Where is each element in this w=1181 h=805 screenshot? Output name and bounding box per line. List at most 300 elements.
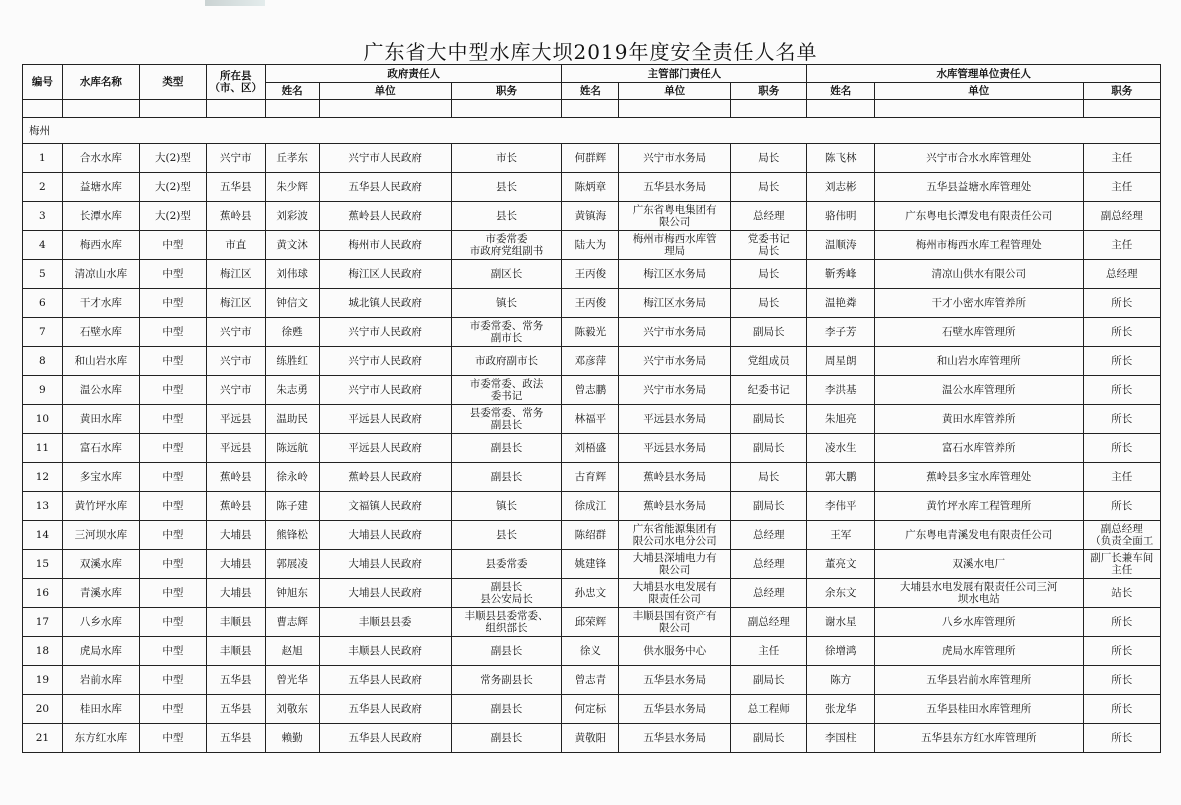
cell-mgmt-post: [1083, 144, 1160, 173]
cell-mgmt-post: [1083, 579, 1160, 608]
cell-dept-unit-text: 蕉岭县水务局: [643, 500, 707, 512]
cell-gov-post-text: 市委常委 市政府党组副书: [469, 233, 544, 257]
cell-mgmt-person-text: 李洪基: [824, 384, 857, 396]
cell-dept-unit: [619, 289, 731, 318]
cell-mgmt-person: [807, 666, 875, 695]
cell-dept-person-text: 陈毅光: [574, 326, 607, 338]
cell-mgmt-unit-text: 双溪水电厂: [952, 558, 1006, 570]
cell-gov-person-text: 温助民: [276, 413, 308, 425]
cell-dept-unit-text: 广东省粤电集团有 限公司: [632, 204, 717, 228]
table-row: [23, 260, 1161, 289]
cell-mgmt-post-text: 站长: [1111, 587, 1133, 599]
cell-dept-post: [731, 144, 807, 173]
cell-dept-post-text: 局长: [758, 181, 780, 193]
cell-dept-person: [562, 347, 619, 376]
col-mgmt-person: 姓名: [807, 83, 875, 100]
cell-county-text: 大埔县: [220, 558, 252, 570]
cell-county: [206, 521, 265, 550]
cell-type: [140, 202, 207, 231]
cell-mgmt-post-text: 总经理: [1106, 268, 1138, 280]
cell-gov-unit: [319, 463, 451, 492]
cell-mgmt-person: [807, 434, 875, 463]
cell-gov-person: [265, 231, 319, 260]
cell-gov-post-text: 县委常委: [485, 558, 528, 570]
table-row: [23, 666, 1161, 695]
cell-gov-unit: [319, 434, 451, 463]
cell-gov-person: [265, 492, 319, 521]
cell-no-text: 18: [35, 645, 50, 657]
cell-dept-post-text: 总经理: [752, 558, 785, 570]
cell-mgmt-person: [807, 260, 875, 289]
table-row: [23, 405, 1161, 434]
cell-type: [140, 492, 207, 521]
cell-dept-unit-text: 丰顺县国有资产有 限公司: [632, 610, 717, 634]
cell-mgmt-person-text: 温艳粦: [824, 297, 857, 309]
cell-type: [140, 405, 207, 434]
cell-mgmt-post-text: 主任: [1111, 239, 1133, 251]
table-row: [23, 492, 1161, 521]
cell-dept-person: [562, 434, 619, 463]
cell-no: [23, 231, 63, 260]
cell-gov-post-text: 副县长: [490, 442, 523, 454]
cell-dept-person: [562, 521, 619, 550]
cell-no-text: 6: [39, 297, 46, 309]
cell-mgmt-person-text: 余东文: [824, 587, 857, 599]
cell-gov-unit-text: 梅州市人民政府: [348, 239, 422, 251]
cell-type-text: 中型: [162, 413, 184, 425]
cell-dept-person-text: 邱荣辉: [574, 616, 607, 628]
cell-type: [140, 608, 207, 637]
col-group-government: 政府责任人: [265, 65, 562, 83]
page-title: 广东省大中型水库大坝2019年度安全责任人名单: [363, 40, 818, 64]
cell-no-text: 1: [39, 152, 46, 164]
cell-dept-unit-text: 五华县水务局: [643, 732, 707, 744]
cell-dept-unit-text: 蕉岭县水务局: [643, 471, 707, 483]
responsibility-table: [22, 64, 1161, 753]
col-type: 类型: [140, 65, 207, 100]
cell-mgmt-unit: [875, 666, 1083, 695]
cell-dept-unit: [619, 724, 731, 753]
col-dept-post: 职务: [731, 83, 807, 100]
cell-dept-person-text: 姚建锋: [574, 558, 607, 570]
cell-type-text: 大(2)型: [154, 181, 191, 193]
col-gov-post: 职务: [451, 83, 562, 100]
cell-gov-unit: [319, 318, 451, 347]
col-gov-unit: 单位: [319, 83, 451, 100]
cell-county: [206, 579, 265, 608]
cell-dept-person: [562, 724, 619, 753]
cell-gov-person: [265, 260, 319, 289]
cell-gov-person: [265, 202, 319, 231]
cell-dept-post-text: 副局长: [752, 442, 785, 454]
cell-reservoir-name: [62, 579, 139, 608]
cell-gov-person: [265, 463, 319, 492]
cell-gov-person-text: 练胜红: [276, 355, 308, 367]
cell-type: [140, 144, 207, 173]
cell-mgmt-unit-text: 清凉山供水有限公司: [931, 268, 1027, 280]
cell-mgmt-unit-text: 温公水库管理所: [942, 384, 1016, 396]
cell-gov-unit: [319, 579, 451, 608]
cell-gov-unit: [319, 492, 451, 521]
cell-county-text: 兴宁市: [220, 326, 252, 338]
cell-dept-post-text: 局长: [758, 152, 780, 164]
cell-mgmt-post-text: 副总经理 （负责全面工: [1090, 523, 1154, 547]
cell-gov-unit: [319, 637, 451, 666]
cell-no: [23, 434, 63, 463]
cell-gov-unit-text: 兴宁市人民政府: [348, 355, 422, 367]
cell-dept-unit-text: 五华县水务局: [643, 674, 707, 686]
cell-gov-unit-text: 五华县人民政府: [348, 703, 422, 715]
cell-gov-person-text: 陈远航: [276, 442, 308, 454]
cell-reservoir-name: [62, 376, 139, 405]
cell-gov-person-text: 黄文沐: [276, 239, 308, 251]
cell-reservoir-name-text: 八乡水库: [79, 616, 122, 628]
cell-mgmt-unit-text: 和山岩水库管理所: [936, 355, 1021, 367]
cell-mgmt-person-text: 陈飞林: [824, 152, 857, 164]
cell-county: [206, 463, 265, 492]
cell-county-text: 丰顺县: [220, 645, 252, 657]
cell-mgmt-post-text: 副厂长兼车间 主任: [1090, 552, 1154, 576]
cell-dept-unit-text: 大埔县深埔电力有 限公司: [632, 552, 717, 576]
cell-mgmt-unit: [875, 289, 1083, 318]
cell-county-text: 蕉岭县: [220, 210, 252, 222]
cell-type: [140, 637, 207, 666]
cell-mgmt-post-text: 所长: [1111, 326, 1133, 338]
cell-gov-post-text: 市长: [496, 152, 518, 164]
table-row: [23, 579, 1161, 608]
cell-county-text: 平远县: [220, 442, 252, 454]
region-label: 梅州: [23, 118, 1161, 144]
cell-mgmt-person: [807, 463, 875, 492]
cell-mgmt-post-text: 所长: [1111, 500, 1133, 512]
cell-type-text: 中型: [162, 732, 184, 744]
cell-mgmt-unit-text: 虎局水库管理所: [942, 645, 1016, 657]
col-dept-unit: 单位: [619, 83, 731, 100]
cell-county: [206, 376, 265, 405]
cell-dept-post-text: 副局长: [752, 413, 785, 425]
cell-gov-person-text: 赖勤: [281, 732, 303, 744]
cell-county-text: 五华县: [220, 703, 252, 715]
cell-gov-unit-text: 兴宁市人民政府: [348, 152, 422, 164]
cell-gov-person: [265, 405, 319, 434]
cell-dept-unit-text: 兴宁市水务局: [643, 326, 707, 338]
cell-gov-unit: [319, 144, 451, 173]
table-row: [23, 347, 1161, 376]
cell-dept-person-text: 何群辉: [574, 152, 607, 164]
cell-mgmt-post-text: 所长: [1111, 413, 1133, 425]
cell-gov-post: [451, 550, 562, 579]
cell-gov-unit-text: 蕉岭县人民政府: [348, 471, 422, 483]
cell-mgmt-post: [1083, 463, 1160, 492]
cell-dept-person: [562, 492, 619, 521]
cell-type: [140, 579, 207, 608]
cell-dept-post-text: 局长: [758, 268, 780, 280]
cell-type-text: 中型: [162, 297, 184, 309]
cell-gov-post-text: 县长: [496, 210, 518, 222]
cell-mgmt-post: [1083, 695, 1160, 724]
cell-mgmt-unit-text: 富石水库管养所: [942, 442, 1016, 454]
cell-dept-person: [562, 231, 619, 260]
cell-gov-person-text: 丘孝东: [276, 152, 308, 164]
cell-gov-post: [451, 463, 562, 492]
cell-mgmt-person: [807, 318, 875, 347]
cell-reservoir-name: [62, 695, 139, 724]
cell-dept-person-text: 孙忠文: [574, 587, 607, 599]
cell-no: [23, 405, 63, 434]
cell-mgmt-person-text: 李伟平: [824, 500, 857, 512]
cell-gov-post: [451, 521, 562, 550]
cell-type-text: 中型: [162, 471, 184, 483]
cell-gov-unit-text: 梅江区人民政府: [348, 268, 422, 280]
cell-gov-post: [451, 318, 562, 347]
cell-reservoir-name: [62, 144, 139, 173]
cell-dept-unit-text: 五华县水务局: [643, 181, 707, 193]
cell-mgmt-post-text: 所长: [1111, 297, 1133, 309]
cell-mgmt-unit-text: 广东粤电长潭发电有限责任公司: [905, 210, 1053, 222]
cell-dept-person: [562, 666, 619, 695]
cell-dept-unit-text: 梅州市梅西水库管 理局: [632, 233, 717, 257]
cell-gov-person-text: 熊锋松: [276, 529, 308, 541]
cell-dept-unit-text: 兴宁市水务局: [643, 355, 707, 367]
cell-no-text: 7: [39, 326, 46, 338]
cell-reservoir-name-text: 岩前水库: [79, 674, 122, 686]
cell-dept-person-text: 黄敬阳: [574, 732, 607, 744]
cell-mgmt-person: [807, 492, 875, 521]
cell-reservoir-name-text: 清凉山水库: [74, 268, 128, 280]
cell-dept-post: [731, 579, 807, 608]
cell-reservoir-name: [62, 202, 139, 231]
cell-gov-person: [265, 724, 319, 753]
cell-dept-unit: [619, 434, 731, 463]
cell-mgmt-person-text: 周星朗: [824, 355, 857, 367]
cell-no: [23, 637, 63, 666]
cell-gov-post: [451, 608, 562, 637]
cell-gov-unit-text: 五华县人民政府: [348, 181, 422, 193]
cell-dept-unit-text: 供水服务中心: [643, 645, 707, 657]
cell-gov-unit: [319, 376, 451, 405]
cell-no-text: 2: [39, 181, 46, 193]
region-row: [23, 118, 1161, 144]
cell-gov-person: [265, 579, 319, 608]
cell-mgmt-post: [1083, 521, 1160, 550]
cell-gov-post-text: 县长: [496, 529, 518, 541]
cell-county: [206, 318, 265, 347]
cell-reservoir-name-text: 长潭水库: [79, 210, 122, 222]
cell-reservoir-name: [62, 666, 139, 695]
cell-gov-unit: [319, 260, 451, 289]
cell-gov-unit-text: 城北镇人民政府: [348, 297, 422, 309]
cell-dept-person-text: 邓彦萍: [574, 355, 607, 367]
cell-mgmt-person-text: 凌水生: [824, 442, 857, 454]
cell-no: [23, 376, 63, 405]
cell-gov-post: [451, 173, 562, 202]
cell-county: [206, 608, 265, 637]
cell-mgmt-unit-text: 兴宁市合水水库管理处: [926, 152, 1032, 164]
cell-dept-person-text: 何定标: [574, 703, 607, 715]
cell-dept-unit-text: 梅江区水务局: [643, 268, 707, 280]
cell-dept-unit: [619, 666, 731, 695]
cell-mgmt-person: [807, 550, 875, 579]
cell-dept-unit: [619, 492, 731, 521]
cell-mgmt-post-text: 所长: [1111, 674, 1133, 686]
cell-dept-post-text: 总经理: [752, 529, 785, 541]
cell-dept-unit: [619, 173, 731, 202]
cell-reservoir-name-text: 黄田水库: [79, 413, 122, 425]
cell-dept-unit: [619, 318, 731, 347]
cell-dept-post: [731, 376, 807, 405]
cell-mgmt-person: [807, 376, 875, 405]
cell-dept-person: [562, 463, 619, 492]
cell-gov-unit-text: 蕉岭县人民政府: [348, 210, 422, 222]
cell-type-text: 中型: [162, 355, 184, 367]
cell-mgmt-unit: [875, 144, 1083, 173]
cell-dept-post-text: 副局长: [752, 326, 785, 338]
cell-dept-unit: [619, 463, 731, 492]
cell-reservoir-name-text: 三河坝水库: [74, 529, 128, 541]
cell-no-text: 17: [35, 616, 50, 628]
cell-type: [140, 724, 207, 753]
cell-mgmt-post-text: 所长: [1111, 703, 1133, 715]
cell-mgmt-post-text: 所长: [1111, 355, 1133, 367]
cell-type-text: 中型: [162, 645, 184, 657]
table-row: [23, 724, 1161, 753]
cell-mgmt-unit-text: 黄田水库管养所: [942, 413, 1016, 425]
cell-no-text: 8: [39, 355, 46, 367]
cell-type: [140, 695, 207, 724]
cell-mgmt-post: [1083, 434, 1160, 463]
cell-dept-unit: [619, 347, 731, 376]
cell-no: [23, 202, 63, 231]
cell-reservoir-name-text: 双溪水库: [79, 558, 122, 570]
cell-mgmt-unit: [875, 376, 1083, 405]
cell-gov-person-text: 徐永岭: [276, 471, 308, 483]
cell-dept-post: [731, 405, 807, 434]
cell-dept-person: [562, 260, 619, 289]
cell-reservoir-name: [62, 173, 139, 202]
table-row: [23, 463, 1161, 492]
cell-type-text: 大(2)型: [154, 210, 191, 222]
cell-mgmt-post: [1083, 666, 1160, 695]
cell-mgmt-unit: [875, 260, 1083, 289]
cell-mgmt-post-text: 主任: [1111, 181, 1133, 193]
col-group-management: 水库管理单位责任人: [807, 65, 1161, 83]
cell-dept-person-text: 林福平: [574, 413, 607, 425]
cell-dept-post: [731, 260, 807, 289]
cell-reservoir-name-text: 虎局水库: [79, 645, 122, 657]
cell-gov-unit: [319, 173, 451, 202]
cell-dept-unit-text: 平远县水务局: [643, 413, 707, 425]
cell-county-text: 大埔县: [220, 587, 252, 599]
cell-reservoir-name: [62, 347, 139, 376]
cell-gov-person-text: 钟旭东: [276, 587, 308, 599]
cell-dept-post: [731, 318, 807, 347]
cell-reservoir-name-text: 富石水库: [79, 442, 122, 454]
cell-mgmt-person: [807, 724, 875, 753]
cell-mgmt-post: [1083, 347, 1160, 376]
cell-gov-unit: [319, 405, 451, 434]
cell-dept-post: [731, 521, 807, 550]
cell-no: [23, 289, 63, 318]
cell-dept-unit: [619, 144, 731, 173]
cell-mgmt-person-text: 郭大鹏: [824, 471, 857, 483]
cell-mgmt-person: [807, 202, 875, 231]
cell-no-text: 9: [39, 384, 46, 396]
cell-dept-post: [731, 347, 807, 376]
cell-dept-post-text: 总经理: [752, 587, 785, 599]
cell-gov-unit-text: 丰顺县县委: [358, 616, 412, 628]
cell-mgmt-unit: [875, 347, 1083, 376]
table-row: [23, 318, 1161, 347]
cell-reservoir-name-text: 黄竹坪水库: [74, 500, 128, 512]
table-row: [23, 637, 1161, 666]
cell-mgmt-unit: [875, 579, 1083, 608]
cell-dept-person-text: 陈炳章: [574, 181, 607, 193]
cell-type-text: 大(2)型: [154, 152, 191, 164]
cell-mgmt-post: [1083, 492, 1160, 521]
cell-gov-post-text: 常务副县长: [480, 674, 533, 686]
blank-row: [23, 100, 1161, 118]
cell-mgmt-person-text: 陈方: [830, 674, 852, 686]
cell-reservoir-name: [62, 637, 139, 666]
cell-dept-person-text: 王丙俊: [574, 297, 607, 309]
cell-no: [23, 463, 63, 492]
cell-mgmt-unit-text: 干才小密水库管养所: [931, 297, 1027, 309]
cell-no-text: 14: [35, 529, 50, 541]
cell-reservoir-name-text: 青溪水库: [79, 587, 122, 599]
cell-mgmt-unit: [875, 463, 1083, 492]
cell-gov-person: [265, 347, 319, 376]
cell-mgmt-unit: [875, 492, 1083, 521]
cell-dept-post-text: 局长: [758, 297, 780, 309]
cell-mgmt-person: [807, 173, 875, 202]
cell-county: [206, 260, 265, 289]
cell-county: [206, 347, 265, 376]
cell-mgmt-post: [1083, 231, 1160, 260]
cell-gov-post-text: 副县长 县公安局长: [480, 581, 533, 605]
cell-dept-post: [731, 637, 807, 666]
cell-mgmt-post: [1083, 724, 1160, 753]
cell-dept-post: [731, 695, 807, 724]
cell-gov-person-text: 曹志辉: [276, 616, 308, 628]
cell-dept-unit: [619, 260, 731, 289]
cell-type-text: 中型: [162, 268, 184, 280]
table-row: [23, 521, 1161, 550]
cell-mgmt-unit: [875, 405, 1083, 434]
cell-no-text: 12: [35, 471, 50, 483]
cell-gov-post: [451, 405, 562, 434]
cell-mgmt-unit-text: 八乡水库管理所: [942, 616, 1016, 628]
cell-type-text: 中型: [162, 703, 184, 715]
col-county: 所在县（市、区）: [206, 65, 265, 100]
cell-gov-unit: [319, 347, 451, 376]
cell-gov-person: [265, 695, 319, 724]
cell-gov-person-text: 郭展凌: [276, 558, 308, 570]
cell-mgmt-post: [1083, 202, 1160, 231]
cell-gov-person-text: 曾光华: [276, 674, 308, 686]
cell-reservoir-name: [62, 608, 139, 637]
cell-gov-unit: [319, 695, 451, 724]
cell-reservoir-name: [62, 260, 139, 289]
cell-dept-unit-text: 五华县水务局: [643, 703, 707, 715]
cell-county: [206, 202, 265, 231]
cell-county: [206, 695, 265, 724]
cell-gov-person: [265, 173, 319, 202]
cell-county-text: 兴宁市: [220, 355, 252, 367]
cell-gov-person-text: 朱少辉: [276, 181, 308, 193]
cell-mgmt-person-text: 张龙华: [824, 703, 857, 715]
cell-mgmt-person: [807, 347, 875, 376]
cell-county-text: 兴宁市: [220, 152, 252, 164]
